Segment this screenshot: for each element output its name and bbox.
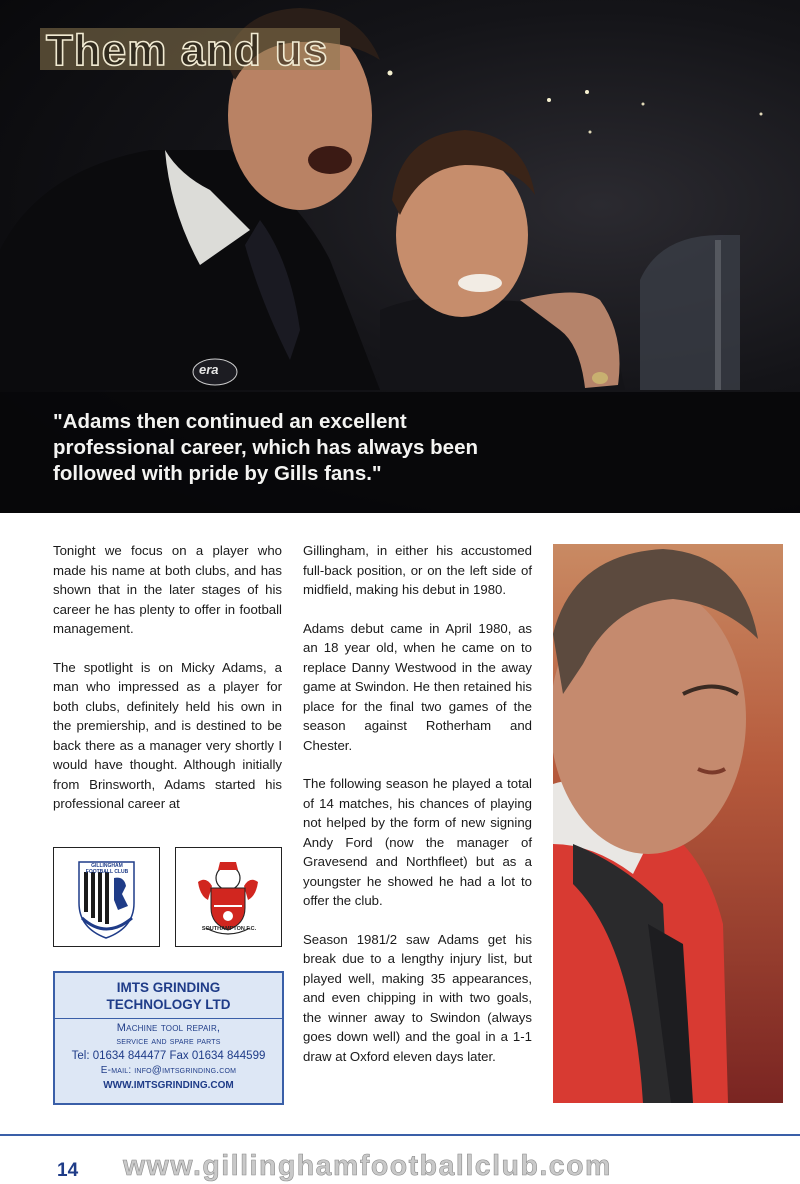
article-column-2 (303, 541, 532, 1085)
advert-phone-fax: Tel: 01634 844477 Fax 01634 844599 (71, 1050, 266, 1062)
jacket-logo-text: era (199, 362, 219, 377)
article-paragraph: Tonight we focus on a player who made his name at both clubs, and has shown that in the later stages of his career he has plenty to offer in football management. (53, 543, 282, 636)
page-number: 14 (57, 1160, 79, 1181)
article-paragraph: Season 1981/2 saw Adams get his break due to a lengthy injury list, but played well, making 35 appearances, and even chipping in with two goals, the winner away to Swindon (always goes down well) and the goal in a 1-1 draw at Oxford eleven days later. (303, 931, 532, 1064)
gillingham-badge (53, 847, 160, 947)
article-column-1 (53, 541, 282, 833)
advert-company-name-line2: TECHNOLOGY LTD (106, 997, 231, 1012)
article-paragraph: The following season he played a total of 14 matches, his chances of playing not helped by the form of new signing Andy Ford (now the manager of Gravesend and Northfleet) but as a youngster he showed he had a lot to offer the club. (303, 776, 532, 908)
gillingham-badge-text: GILLINGHAM FOOTBALL CLUB (85, 863, 129, 875)
footer-divider (0, 1134, 800, 1136)
footer-website: www.gillinghamfootballclub.com (123, 1150, 612, 1182)
article-paragraph: Gillingham, in either his accustomed full-back position, or on the left side of midfield, making his debut in 1980. (303, 543, 532, 597)
imts-advert (53, 971, 284, 1105)
advert-header (55, 973, 282, 1019)
page-title: Them and us (46, 26, 329, 75)
advert-email: E-mail: info@imtsgrinding.com (100, 1065, 237, 1076)
manager-photo-illustration (553, 544, 783, 1103)
advert-website: WWW.IMTSGRINDING.COM (103, 1080, 234, 1091)
advert-company-name: IMTS GRINDING (116, 980, 221, 995)
hero-photo (0, 0, 800, 513)
southampton-badge (175, 847, 282, 947)
advert-body (55, 1021, 282, 1094)
advert-service-line: service and spare parts (116, 1036, 221, 1047)
manager-photo (553, 544, 783, 1103)
article-paragraph: Adams debut came in April 1980, as an 18 year old, when he came on to replace Danny Westwood in the away game at Swindon. He then retained his place for the final two games of the season against Rotherham and Chester. (303, 620, 532, 753)
article-paragraph: The spotlight is on Micky Adams, a man who impressed as a player for both clubs, definitely held his own in the premiership, and is destined to be back there as a manager very shortly I would have thought. Although initially from Brinsworth, Adams started his professional career at (53, 659, 282, 811)
southampton-badge-text: SOUTHAMPTON F.C. (201, 926, 257, 932)
pull-quote: "Adams then continued an excellent professional career, which has always been followed with pride by Gills fans." (53, 410, 478, 485)
advert-service-line: Machine tool repair, (116, 1022, 221, 1034)
